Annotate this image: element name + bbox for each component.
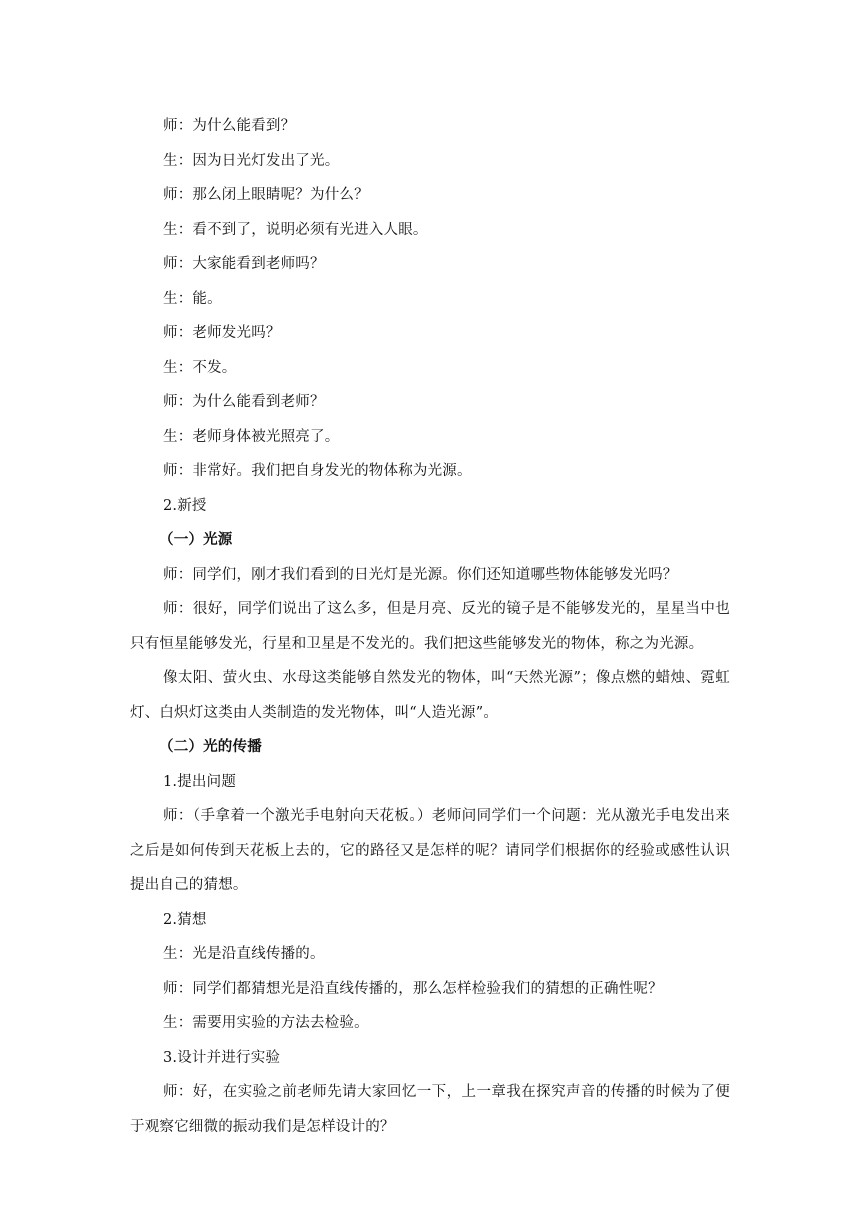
paragraph: 师：好，在实验之前老师先请大家回忆一下，上一章我在探究声音的传播的时候为了便于观察它细微的振动我们是怎样设计的？ <box>130 1084 730 1135</box>
paragraph: 生：能。 <box>163 290 222 307</box>
paragraph: 生：老师身体被光照亮了。 <box>163 428 340 445</box>
paragraph: 师：同学们都猜想光是沿直线传播的，那么怎样检验我们的猜想的正确性呢？ <box>163 980 663 997</box>
paragraph: 师：很好，同学们说出了这么多，但是月亮、反光的镜子是不能够发光的，星星当中也只有恒星能够发光，行星和卫星是不发光的。我们把这些能够发光的物体，称之为光源。 <box>130 601 730 652</box>
paragraph: 生：光是沿直线传播的。 <box>163 946 325 962</box>
paragraph: 师：那么闭上眼睛呢？为什么？ <box>163 187 369 203</box>
paragraph: 师：为什么能看到老师？ <box>163 394 325 410</box>
section-heading-light-propagation: （二）光的传播 <box>159 738 262 755</box>
paragraph: 师：为什么能看到？ <box>163 118 296 134</box>
paragraph: 像太阳、萤火虫、水母这类能够自然发光的物体，叫“天然光源”；像点燃的蜡烛、霓虹灯、白炽灯这类由人类制造的发光物体，叫“人造光源”。 <box>130 670 730 721</box>
paragraph: 师：同学们，刚才我们看到的日光灯是光源。你们还知道哪些物体能够发光吗？ <box>163 566 678 583</box>
paragraph: 生：看不到了，说明必须有光进入人眼。 <box>163 221 428 238</box>
paragraph: 师：非常好。我们把自身发光的物体称为光源。 <box>163 463 472 479</box>
sub-heading: 1.提出问题 <box>163 773 237 790</box>
document-body <box>130 109 730 1144</box>
paragraph: 生：需要用实验的方法去检验。 <box>163 1015 369 1031</box>
sub-heading: 3.设计并进行实验 <box>163 1049 281 1066</box>
section-heading-light-source: （一）光源 <box>159 531 233 548</box>
paragraph: 师：大家能看到老师吗？ <box>163 256 325 272</box>
sub-heading: 2.猜想 <box>163 911 207 928</box>
paragraph: 师：（手拿着一个激光手电射向天花板。）老师问同学们一个问题：光从激光手电发出来之后是如何传到天花板上去的，它的路径又是怎样的呢？请同学们根据你的经验或感性认识提出自己的猜想。 <box>130 808 730 893</box>
section-number-heading: 2.新授 <box>163 497 207 514</box>
paragraph: 生：因为日光灯发出了光。 <box>163 152 340 169</box>
paragraph: 生：不发。 <box>163 359 237 376</box>
paragraph: 师：老师发光吗？ <box>163 325 281 341</box>
